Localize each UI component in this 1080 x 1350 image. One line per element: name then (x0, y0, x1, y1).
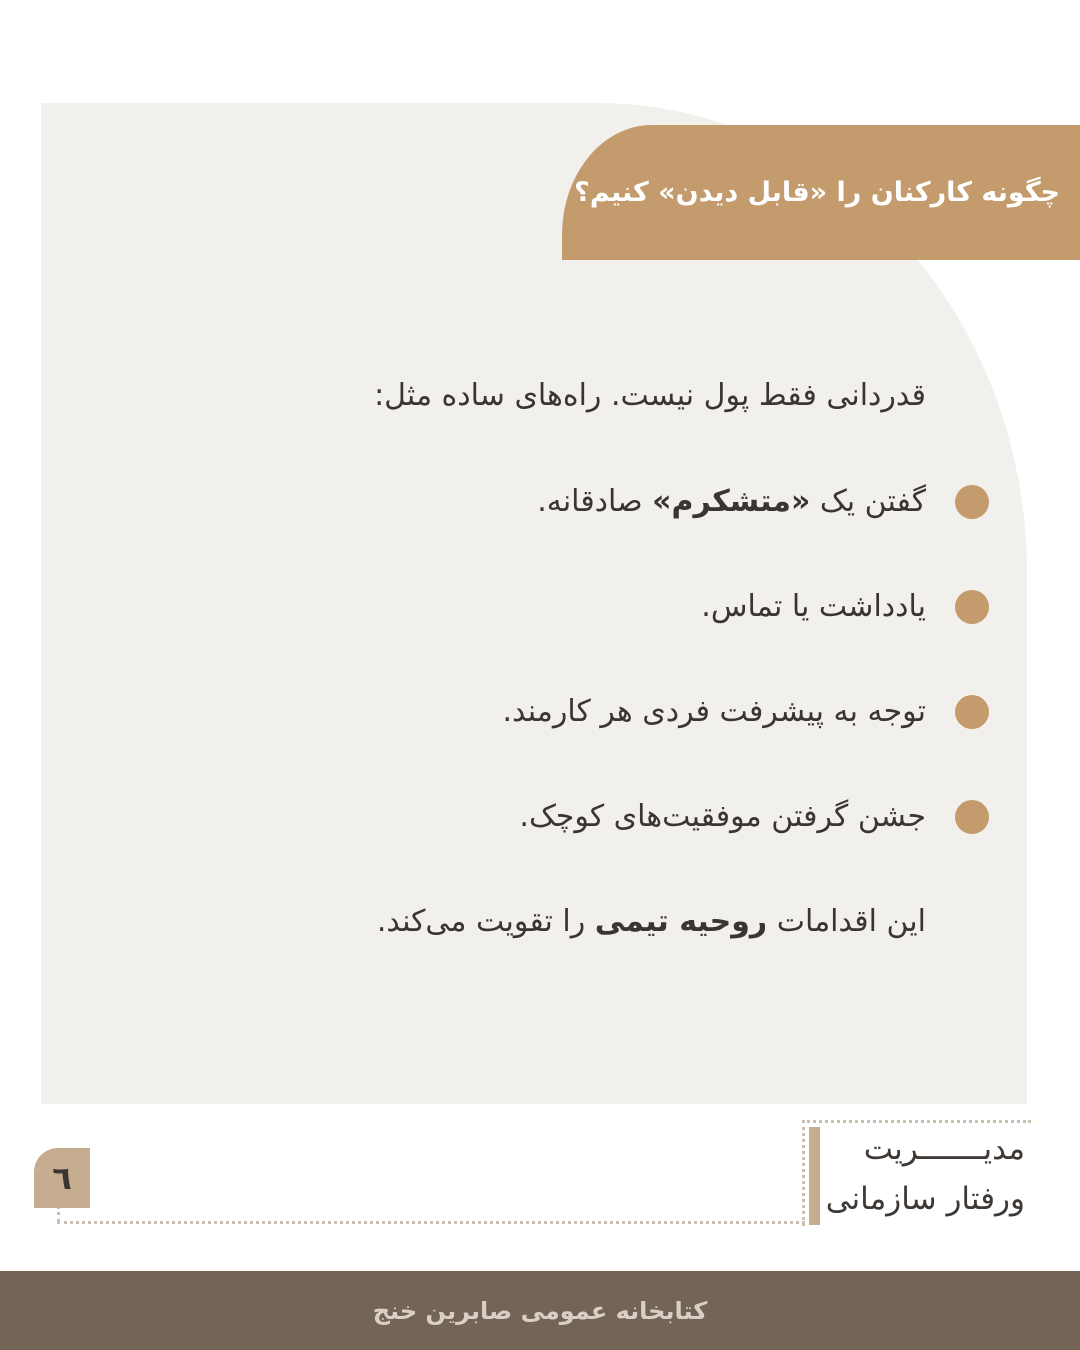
bullet-dot-icon (955, 590, 989, 624)
footer-bar (0, 1271, 1080, 1350)
bullet-dot-icon (955, 695, 989, 729)
bullet-text: جشن گرفتن موفقیت‌های کوچک. (519, 799, 926, 834)
bullet-text: گفتن یک (810, 484, 926, 519)
main-content (226, 360, 926, 958)
bullet-dot-icon (955, 485, 989, 519)
closing-start: این اقدامات (767, 904, 926, 939)
closing-text (226, 886, 926, 958)
signature-line-1: مدیـــــــریت (863, 1131, 1025, 1167)
bullet-bold-text: «متشکرم» (652, 484, 811, 519)
intro-text: قدردانی فقط پول نیست. راه‌های ساده مثل: (374, 378, 926, 413)
bullet-list (226, 466, 926, 853)
signature-text (826, 1124, 1025, 1224)
closing-bold-text: روحیه تیمی (594, 904, 768, 939)
page-title: چگونه کارکنان را «قابل دیدن» کنیم؟ (574, 177, 1060, 208)
list-item (226, 676, 926, 748)
signature-line-2: ورفتار سازمانی (825, 1181, 1025, 1217)
list-item (226, 571, 926, 643)
title-banner (562, 125, 1080, 260)
dotted-divider (57, 1221, 805, 1224)
list-item (226, 466, 926, 538)
closing-end: را تقویت می‌کند. (376, 904, 595, 939)
bullet-text: توجه به پیشرفت فردی هر کارمند. (502, 694, 926, 729)
list-item (226, 781, 926, 853)
bullet-dot-icon (955, 800, 989, 834)
bullet-text: یادداشت یا تماس. (701, 589, 926, 624)
bullet-text-end: صادقانه. (537, 484, 653, 519)
footer-text: کتابخانه عمومی صابرین خنج (372, 1296, 708, 1325)
page-number-badge (34, 1148, 90, 1208)
page-number: ٦ (52, 1159, 72, 1197)
signature-bar (809, 1127, 820, 1225)
